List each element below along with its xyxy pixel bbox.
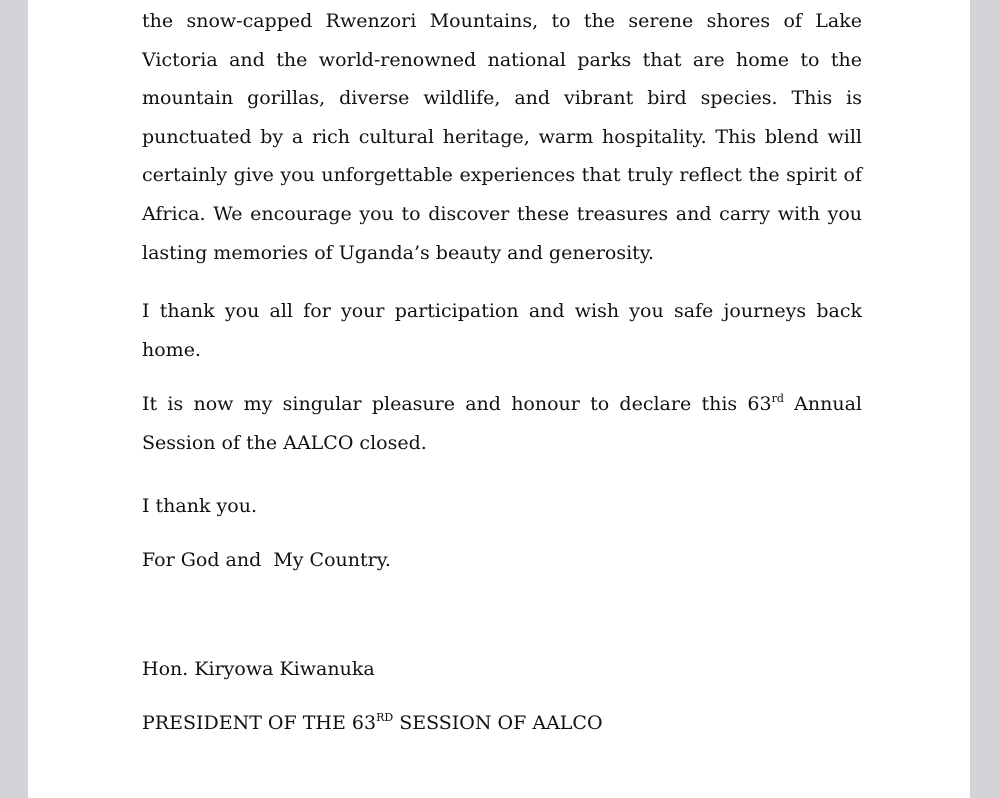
document-page (28, 0, 970, 798)
thanks-line: I thank you. (142, 494, 257, 517)
signatory-name: Hon. Kiryowa Kiwanuka (142, 657, 375, 680)
paragraph-closing-declaration (142, 385, 862, 462)
page-content (142, 2, 862, 743)
text-line: mountain gorillas, diverse wildlife, and vibrant bird species. This is (142, 87, 862, 110)
text-line: the snow-capped Rwenzori Mountains, to the serene shores of Lake (142, 10, 862, 32)
text-line: home. (142, 338, 201, 361)
text-fragment: SESSION OF AALCO (393, 712, 603, 735)
text-line (142, 385, 862, 424)
text-line: Session of the AALCO closed. (142, 431, 427, 454)
text-line: Victoria and the world-renowned national parks that are home to the (142, 48, 862, 71)
paragraph-tourism (142, 2, 862, 272)
ordinal-suffix: rd (771, 392, 784, 406)
text-fragment: PRESIDENT OF THE 63 (142, 712, 377, 735)
text-line: lasting memories of Uganda’s beauty and generosity. (142, 241, 655, 264)
ordinal-suffix: RD (376, 710, 394, 724)
paragraph-thanks-participation (142, 292, 862, 369)
motto-line: For God and My Country. (142, 549, 391, 572)
signatory-title (142, 704, 862, 743)
text-line: certainly give you unforgettable experiences that truly reflect the spirit of (142, 164, 862, 187)
text-line: I thank you all for your participation and wish you safe journeys back (142, 300, 862, 323)
text-fragment: It is now my singular pleasure and honour to declare this 63 (142, 393, 772, 416)
text-line: Africa. We encourage you to discover these treasures and carry with you (142, 202, 862, 225)
text-fragment: Annual (783, 393, 862, 416)
text-line: punctuated by a rich cultural heritage, warm hospitality. This blend will (142, 125, 862, 148)
